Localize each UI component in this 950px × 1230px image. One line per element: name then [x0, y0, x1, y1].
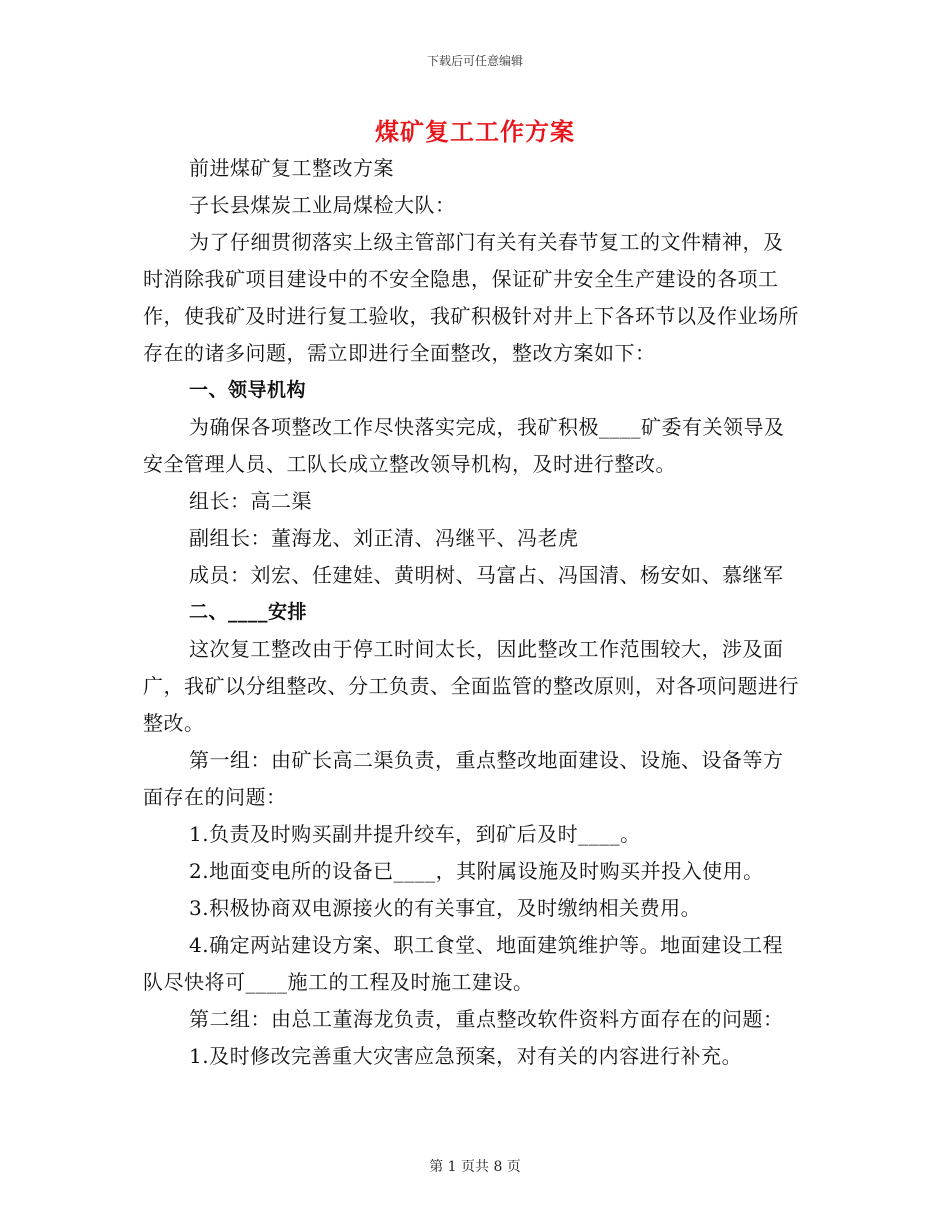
section-heading: 一、领导机构 — [189, 379, 307, 401]
body-paragraph: 组长：高二渠 — [189, 489, 312, 513]
body-paragraph: 前进煤矿复工整改方案 — [189, 156, 394, 180]
body-paragraph: 这次复工整改由于停工时间太长，因此整改工作范围较大，涉及面广，我矿以分组整改、分工负责、全面监管的整改原则，对各项问题进行整改。 — [143, 637, 799, 735]
header-note: 下载后可任意编辑 — [426, 54, 523, 68]
body-paragraph: 子长县煤炭工业局煤检大队： — [189, 193, 456, 217]
body-paragraph: 副组长：董海龙、刘正清、冯继平、冯老虎 — [189, 526, 579, 550]
body-paragraph: 第一组：由矿长高二渠负责，重点整改地面建设、设施、设备等方面存在的问题： — [143, 748, 784, 809]
document-body — [143, 150, 803, 1075]
body-paragraph: 为确保各项整改工作尽快落实完成，我矿积极____矿委有关领导及安全管理人员、工队长成立整改领导机构，及时进行整改。 — [143, 415, 785, 476]
body-paragraph: 第二组：由总工董海龙负责，重点整改软件资料方面存在的问题： — [189, 1007, 784, 1031]
body-paragraph: 3.积极协商双电源接火的有关事宜，及时缴纳相关费用。 — [189, 896, 702, 920]
section-heading: 二、____安排 — [189, 601, 308, 623]
document-title: 煤矿复工工作方案 — [375, 117, 575, 146]
body-paragraph: 1.及时修改完善重大灾害应急预案，对有关的内容进行补充。 — [189, 1044, 743, 1068]
body-paragraph: 1.负责及时购买副井提升绞车，到矿后及时____。 — [189, 822, 641, 846]
page-footer: 第 1 页共 8 页 — [429, 1159, 521, 1175]
body-paragraph: 成员：刘宏、任建娃、黄明树、马富占、冯国清、杨安如、慕继军 — [189, 563, 784, 587]
body-paragraph: 2.地面变电所的设备已____，其附属设施及时购买并投入使用。 — [189, 859, 764, 883]
body-paragraph: 为了仔细贯彻落实上级主管部门有关有关春节复工的文件精神，及时消除我矿项目建设中的不安全隐患，保证矿井安全生产建设的各项工作，使我矿及时进行复工验收，我矿积极针对井上下各环节以及作业场所存在的诸多问题，需立即进行全面整改，整改方案如下： — [143, 230, 799, 365]
body-paragraph: 4.确定两站建设方案、职工食堂、地面建筑维护等。地面建设工程队尽快将可____施工的工程及时施工建设。 — [143, 933, 784, 994]
